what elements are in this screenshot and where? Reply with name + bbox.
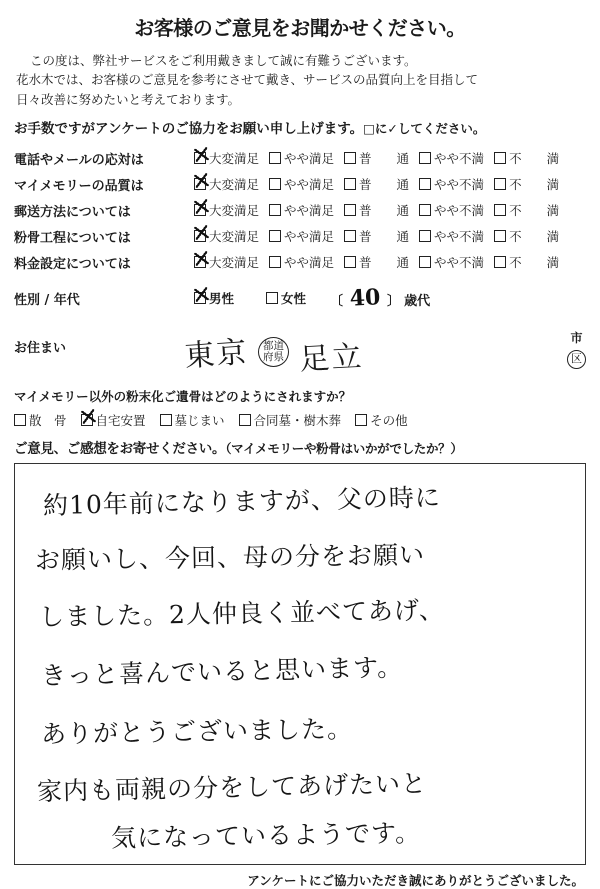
other-question-options <box>14 411 586 429</box>
question-label: 電話やメールの応対は <box>14 152 144 168</box>
question-options <box>194 145 586 171</box>
option-scattering[interactable] <box>14 411 67 429</box>
option-label: 大変満足 <box>209 151 260 167</box>
bracket-close: 〕 <box>387 294 401 310</box>
free-comment-label-main: ご意見、ご感想をお寄せください。 <box>14 441 226 458</box>
option-label: やや不満 <box>434 255 485 271</box>
checkbox-icon[interactable] <box>194 152 206 164</box>
option-home-storage[interactable] <box>81 411 146 429</box>
option-dissatisfied[interactable] <box>494 201 559 219</box>
free-comment-box[interactable] <box>14 463 586 865</box>
question-label: 料金設定については <box>14 256 131 272</box>
bracket-open: 〔 <box>330 294 344 310</box>
checkbox-icon[interactable] <box>344 204 356 216</box>
question-options <box>194 171 586 197</box>
checkbox-icon[interactable] <box>269 178 281 190</box>
handwritten-line: 気になっているようです。 <box>110 818 422 853</box>
handwritten-line: しました。2人仲良く並べてあげ、 <box>38 595 446 632</box>
intro-line-1: この度は、弊社サービスをご利用戴きまして誠に有難うございます。 <box>30 53 417 68</box>
option-dissatisfied[interactable] <box>494 253 559 271</box>
age-value: 40 <box>349 284 382 312</box>
checkbox-icon[interactable] <box>194 292 206 304</box>
footer-thanks: アンケートにご協力いただき誠にありがとうございました。 <box>247 873 584 889</box>
age-suffix: 歳代 <box>404 294 431 310</box>
city-suffix <box>567 323 586 368</box>
handwritten-line: 家内も両親の分をしてあげたいと <box>36 769 428 807</box>
request-line <box>14 117 586 137</box>
option-somewhat-dissatisfied[interactable] <box>419 253 484 271</box>
option-neutral[interactable] <box>344 149 409 167</box>
option-label: やや満足 <box>284 203 335 219</box>
option-label: 合同墓・樹木葬 <box>253 413 342 429</box>
option-dissatisfied[interactable] <box>494 149 559 167</box>
age-field[interactable] <box>330 285 430 311</box>
option-label: 墓じまい <box>174 413 225 429</box>
checkbox-icon[interactable] <box>494 256 506 268</box>
option-label: その他 <box>370 413 408 429</box>
option-label: 大変満足 <box>209 255 260 271</box>
question-options <box>194 249 586 275</box>
checkbox-icon[interactable] <box>239 414 251 426</box>
table-row <box>14 171 586 197</box>
option-label: 大変満足 <box>209 177 260 193</box>
question-options <box>194 197 586 223</box>
question-label: 粉骨工程については <box>14 230 131 246</box>
option-label: 普 通 <box>359 255 410 271</box>
option-very-satisfied[interactable] <box>194 201 259 219</box>
table-row <box>14 145 586 171</box>
option-label: やや不満 <box>434 229 485 245</box>
option-neutral[interactable] <box>344 227 409 245</box>
question-label: マイメモリーの品質は <box>14 178 144 194</box>
handwritten-line: きっと喜んでいると思います。 <box>40 652 404 691</box>
option-label: 普 通 <box>359 177 410 193</box>
option-somewhat-dissatisfied[interactable] <box>419 201 484 219</box>
checkbox-icon[interactable] <box>266 292 278 304</box>
checkbox-icon[interactable] <box>494 178 506 190</box>
checkbox-icon[interactable] <box>419 230 431 242</box>
question-options <box>194 223 586 249</box>
request-main: お手数ですがアンケートのご協力をお願い申し上げます。 <box>14 121 364 138</box>
option-label: 女性 <box>281 291 307 307</box>
option-label: やや満足 <box>284 151 335 167</box>
handwritten-line: お願いし、今回、母の分をお願い <box>34 540 426 575</box>
option-label: やや満足 <box>284 177 335 193</box>
option-label: 大変満足 <box>209 203 260 219</box>
option-label: 普 通 <box>359 229 410 245</box>
checkbox-icon[interactable] <box>14 414 26 426</box>
option-label: やや満足 <box>284 229 335 245</box>
option-label: 散 骨 <box>29 413 67 429</box>
table-row <box>14 223 586 249</box>
free-comment-label-paren: （マイメモリーや粉骨はいかがでしたか？） <box>225 441 463 457</box>
checkbox-icon[interactable] <box>194 230 206 242</box>
free-comment-label <box>14 437 586 457</box>
option-label: 不 満 <box>509 177 560 193</box>
option-somewhat-satisfied[interactable] <box>269 149 334 167</box>
option-somewhat-satisfied[interactable] <box>269 253 334 271</box>
checkbox-icon[interactable] <box>344 230 356 242</box>
intro-line-2: 花水木では、お客様のご意見を参考にさせて戴き、サービスの品質向上を目指して <box>16 72 479 88</box>
option-dissatisfied[interactable] <box>494 175 559 193</box>
option-dissatisfied[interactable] <box>494 227 559 245</box>
checkbox-icon[interactable] <box>419 204 431 216</box>
city-value[interactable]: 足立 <box>298 339 365 378</box>
option-communal-grave[interactable] <box>239 411 342 429</box>
option-somewhat-dissatisfied[interactable] <box>419 149 484 167</box>
option-neutral[interactable] <box>344 175 409 193</box>
checkbox-icon[interactable] <box>194 204 206 216</box>
option-grave-closing[interactable] <box>160 411 225 429</box>
city-suffix-ku: 区 <box>567 350 586 369</box>
option-neutral[interactable] <box>344 201 409 219</box>
rating-questions-table <box>14 145 586 275</box>
address-row <box>14 323 586 381</box>
checkbox-icon[interactable] <box>269 204 281 216</box>
checkbox-icon[interactable] <box>194 178 206 190</box>
prefecture-marker-line1: 都道 <box>263 340 284 353</box>
option-label: やや不満 <box>434 151 485 167</box>
prefecture-marker <box>258 337 289 367</box>
checkbox-icon[interactable] <box>494 230 506 242</box>
checkbox-icon[interactable] <box>419 152 431 164</box>
option-somewhat-dissatisfied[interactable] <box>419 175 484 193</box>
option-very-satisfied[interactable] <box>194 149 259 167</box>
checkbox-icon[interactable] <box>419 178 431 190</box>
page-title: お客様のご意見をお聞かせください。 <box>134 16 466 40</box>
request-note: □に✓してください。 <box>363 121 486 137</box>
option-label: 不 満 <box>509 229 560 245</box>
option-label: 普 通 <box>359 203 410 219</box>
option-label: 不 満 <box>509 151 560 167</box>
option-label: やや満足 <box>284 255 335 271</box>
option-very-satisfied[interactable] <box>194 227 259 245</box>
table-row <box>14 249 586 275</box>
option-label: 大変満足 <box>209 229 260 245</box>
option-very-satisfied[interactable] <box>194 175 259 193</box>
option-label: 普 通 <box>359 151 410 167</box>
option-label: 不 満 <box>509 255 560 271</box>
handwritten-line: 約10年前になりますが、父の時に <box>42 482 442 521</box>
checkbox-icon[interactable] <box>269 230 281 242</box>
option-very-satisfied[interactable] <box>194 253 259 271</box>
checkbox-icon[interactable] <box>355 414 367 426</box>
option-male[interactable] <box>194 289 234 307</box>
option-label: 男性 <box>209 291 235 307</box>
checkbox-icon[interactable] <box>419 256 431 268</box>
checkbox-icon[interactable] <box>344 152 356 164</box>
other-question-label: マイメモリー以外の粉末化ご遺骨はどのようにされますか？ <box>14 389 352 405</box>
checkbox-icon[interactable] <box>344 178 356 190</box>
intro-line-3: 日々改善に努めたいと考えております。 <box>16 91 241 107</box>
gender-age-row <box>14 285 586 311</box>
checkbox-icon[interactable] <box>160 414 172 426</box>
checkbox-icon[interactable] <box>81 414 93 426</box>
city-suffix-shi: 市 <box>570 331 583 346</box>
option-label: 自宅安置 <box>95 413 146 429</box>
option-label: やや不満 <box>434 203 485 219</box>
intro-paragraph <box>16 51 586 109</box>
checkbox-icon[interactable] <box>494 204 506 216</box>
prefecture-value[interactable]: 東京 <box>183 334 250 375</box>
option-somewhat-satisfied[interactable] <box>269 227 334 245</box>
checkbox-icon[interactable] <box>494 152 506 164</box>
option-female[interactable] <box>266 289 306 307</box>
checkbox-icon[interactable] <box>194 256 206 268</box>
checkbox-icon[interactable] <box>344 256 356 268</box>
option-other[interactable] <box>355 411 408 429</box>
checkbox-icon[interactable] <box>269 256 281 268</box>
option-somewhat-satisfied[interactable] <box>269 175 334 193</box>
address-label: お住まい <box>14 341 67 357</box>
prefecture-marker-line2: 府県 <box>263 351 284 364</box>
option-neutral[interactable] <box>344 253 409 271</box>
option-label: 不 満 <box>509 203 560 219</box>
question-label: 郵送方法については <box>14 204 131 220</box>
option-label: やや不満 <box>434 177 485 193</box>
gender-age-label: 性別 / 年代 <box>14 292 80 308</box>
option-somewhat-dissatisfied[interactable] <box>419 227 484 245</box>
checkbox-icon[interactable] <box>269 152 281 164</box>
table-row <box>14 197 586 223</box>
option-somewhat-satisfied[interactable] <box>269 201 334 219</box>
handwritten-line: ありがとうございました。 <box>40 714 354 749</box>
